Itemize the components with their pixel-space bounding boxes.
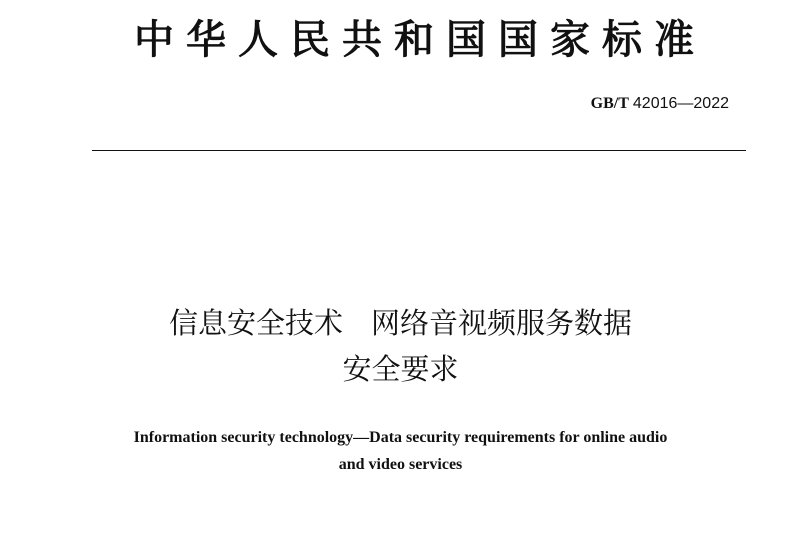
chinese-title-line-1 bbox=[60, 300, 741, 346]
english-title-line-2: and video services bbox=[338, 456, 463, 473]
standard-number bbox=[591, 94, 729, 114]
chinese-title bbox=[60, 300, 741, 392]
standard-prefix: GB/T bbox=[590, 95, 629, 112]
national-standard-title: 中华人民共和国国家标准 bbox=[134, 16, 706, 63]
english-title-line-1: Information security technology—Data security requirements for online audio bbox=[133, 429, 668, 446]
chinese-title-part-2: 网络音视频服务数据 bbox=[371, 306, 633, 340]
english-title bbox=[40, 424, 761, 478]
chinese-title-part-1: 信息安全技术 bbox=[168, 306, 343, 340]
header-divider bbox=[92, 150, 746, 151]
standard-code: 42016—2022 bbox=[632, 95, 729, 112]
chinese-title-line-2: 安全要求 bbox=[342, 352, 459, 386]
